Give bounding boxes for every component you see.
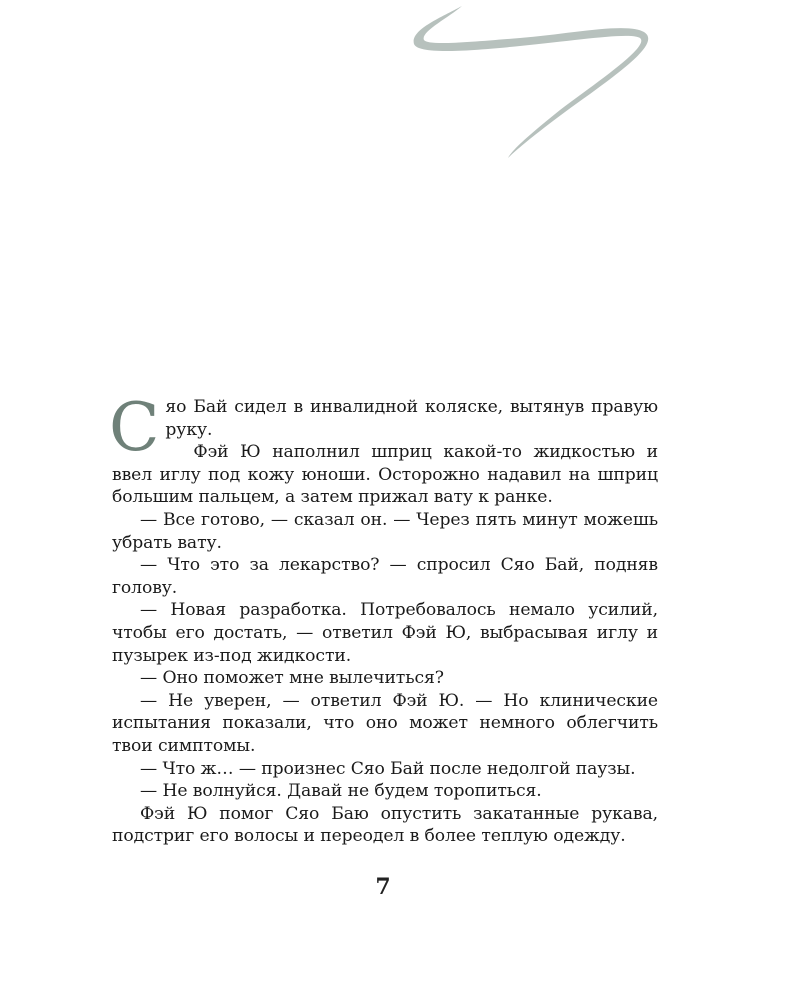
drop-cap: С	[109, 389, 160, 466]
paragraph: — Что это за лекарство? — спросил Сяо Бай, подняв голову.	[112, 555, 658, 598]
first-paragraph-text: яо Бай сидел в инвалидной коляске, вытянув правую руку.	[165, 397, 658, 440]
first-paragraph	[109, 389, 658, 466]
paragraph: — Не волнуйся. Давай не будем торопиться.	[140, 781, 542, 802]
paragraph: — Что ж… — произнес Сяо Бай после недолгой паузы.	[140, 758, 636, 779]
page-number: 7	[375, 874, 391, 900]
paragraph: Фэй Ю наполнил шприц какой-то жидкостью и ввел иглу под кожу юноши. Осторожно надавил на шприц большим пальцем, а затем прижал вату к ранке.	[112, 442, 658, 508]
paragraph: — Оно поможет мне вылечиться?	[140, 668, 444, 689]
chapter-text	[109, 389, 658, 848]
paragraph: — Все готово, — сказал он. — Через пять минут можешь убрать вату.	[112, 509, 658, 553]
ornamental-swirl-icon	[400, 0, 660, 170]
paragraph: Фэй Ю помог Сяо Баю опустить закатанные рукава, подстриг его волосы и переодел в более теплую одежду.	[112, 803, 658, 847]
paragraph: — Не уверен, — ответил Фэй Ю. — Но клинические испытания показали, что оно может немного облегчить твои симптомы.	[112, 690, 658, 756]
paragraph: — Новая разработка. Потребовалось немало усилий, чтобы его достать, — ответил Фэй Ю, выбрасывая иглу и пузырек из-под жидкости.	[112, 600, 658, 666]
